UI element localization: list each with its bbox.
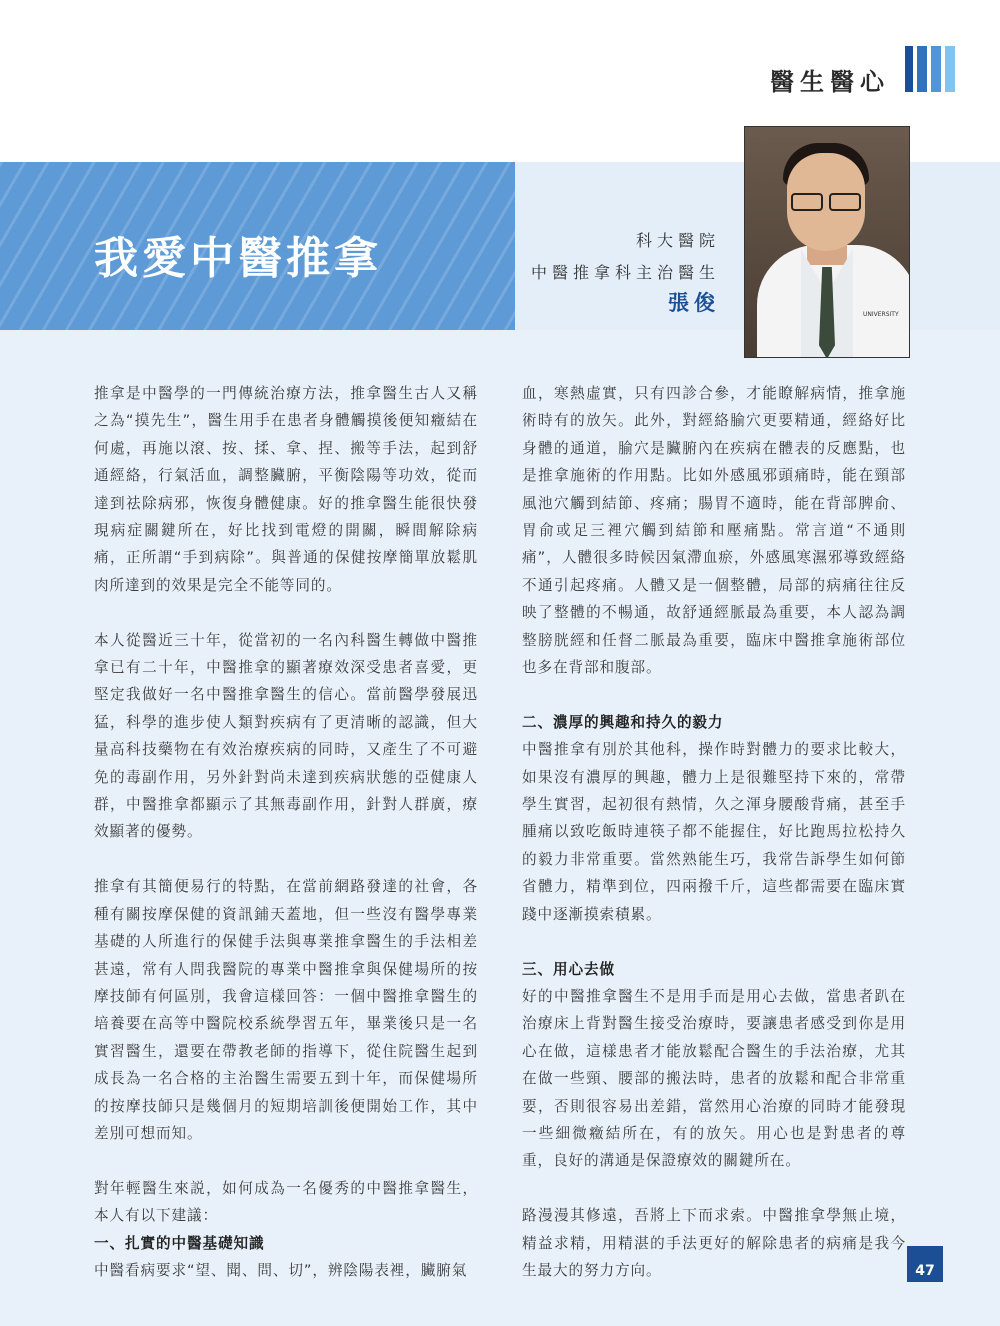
- photo-badge: UNIVERSITY: [863, 311, 899, 318]
- author-role: 中醫推拿科主治醫生: [530, 263, 720, 282]
- logo-bar: [905, 46, 913, 92]
- logo-bar: [917, 46, 927, 92]
- article-column-left: [94, 380, 478, 1284]
- article-title: 我愛中醫推拿: [94, 233, 382, 284]
- body-paragraph: 中醫看病要求“望、聞、問、切”，辨陰陽表裡，臟腑氣: [94, 1261, 468, 1279]
- paragraph-gap: [522, 928, 906, 955]
- body-paragraph: 對年輕醫生來説，如何成為一名優秀的中醫推拿醫生，本人有以下建議：: [94, 1179, 478, 1225]
- body-paragraph: 本人從醫近三十年，從當初的一名內科醫生轉做中醫推拿已有二十年，中醫推拿的顯著療效深受患者喜愛，更堅定我做好一名中醫推拿醫生的信心。當前醫學發展迅猛，科學的進步使人類對疾病有了更清晰的認識，但大量高科技藥物在有效治療疾病的同時，又產生了不可避免的毒副作用，另外針對尚未達到疾病狀態的亞健康人群，中醫推拿都顯示了其無毒副作用，針對人群廣，療效顯著的優勢。: [94, 631, 478, 841]
- section-subheading: 二、濃厚的興趣和持久的毅力: [522, 713, 724, 731]
- paragraph-gap: [94, 846, 478, 873]
- section-title: 醫生醫心: [770, 68, 890, 96]
- article-column-right: [522, 380, 906, 1284]
- body-paragraph: 好的中醫推拿醫生不是用手而是用心去做，當患者趴在治療床上背對醫生接受治療時，要讓患者感受到你是用心在做，這樣患者才能放鬆配合醫生的手法治療，尤其在做一些頸、腰部的搬法時，患者的放鬆和配合非常重要，否則很容易出差錯，當然用心治療的同時才能發現一些細微癥結所在，有的放矢。用心也是對患者的尊重，良好的溝通是保證療效的關鍵所在。: [522, 987, 906, 1170]
- author-hospital: 科大醫院: [635, 231, 720, 250]
- photo-glasses: [791, 193, 863, 209]
- body-paragraph: 推拿有其簡便易行的特點，在當前網路發達的社會，各種有關按摩保健的資訊鋪天蓋地，但一些沒有醫學專業基礎的人所進行的保健手法與專業推拿醫生的手法相差甚遠，常有人問我醫院的專業中醫推拿與保健場所的按摩技師有何區別，我會這樣回答：一個中醫推拿醫生的培養要在高等中醫院校系統學習五年，畢業後只是一名實習醫生，還要在帶教老師的指導下，從住院醫生起到成長為一名合格的主治醫生需要五到十年，而保健場所的按摩技師只是幾個月的短期培訓後便開始工作，其中差別可想而知。: [94, 878, 478, 1142]
- author-photo: [744, 126, 910, 358]
- page-number: 47: [907, 1246, 943, 1282]
- body-paragraph: 推拿是中醫學的一門傳統治療方法，推拿醫生古人又稱之為“摸先生”，醫生用手在患者身體觸摸後便知癥結在何處，再施以滾、按、揉、拿、捏、搬等手法，起到舒通經絡，行氣活血，調整臟腑，平衡陰陽等功效，從而達到祛除病邪，恢復身體健康。好的推拿醫生能很快發現病症關鍵所在，好比找到電燈的開關，瞬間解除病痛，正所謂“手到病除”。與普通的保健按摩簡單放鬆肌肉所達到的效果是完全不能等同的。: [94, 385, 478, 594]
- body-paragraph: 中醫推拿有別於其他科，操作時對體力的要求比較大，如果沒有濃厚的興趣，體力上是很難堅持下來的，常帶學生實習，起初很有熱情，久之渾身腰酸背痛，甚至手腫痛以致吃飯時連筷子都不能握住，好比跑馬拉松持久的毅力非常重要。當然熟能生巧，我常告訴學生如何節省體力，精準到位，四兩撥千斤，這些都需要在臨床實踐中逐漸摸索積累。: [522, 741, 906, 923]
- logo-bar: [945, 46, 955, 92]
- body-paragraph: 血，寒熱虛實，只有四診合參，才能瞭解病情，推拿施術時有的放矢。此外，對經絡腧穴更要精通，經絡好比身體的通道，腧穴是臟腑內在疾病在體表的反應點，也是推拿施術的作用點。比如外感風邪頭痛時，能在頸部風池穴觸到結節、疼痛；腸胃不適時，能在背部脾俞、胃俞或足三裡穴觸到結節和壓痛點。常言道“不通則痛”，人體很多時候因氣滯血瘀，外感風寒濕邪導致經絡不通引起疼痛。人體又是一個整體，局部的病痛往往反映了整體的不暢通，故舒通經脈最為重要，本人認為調整膀胱經和任督二脈最為重要，臨床中醫推拿施術部位也多在背部和腹部。: [522, 385, 906, 677]
- paragraph-gap: [94, 1147, 478, 1174]
- paragraph-gap: [94, 599, 478, 626]
- author-name: 張俊: [668, 291, 720, 315]
- section-subheading: 一、扎實的中醫基礎知識: [94, 1234, 265, 1252]
- section-subheading: 三、用心去做: [522, 960, 615, 978]
- body-paragraph: 路漫漫其修遠，吾將上下而求索。中醫推拿學無止境，精益求精，用精湛的手法更好的解除患者的病痛是我今生最大的努力方向。: [522, 1207, 906, 1279]
- paragraph-gap: [522, 681, 906, 708]
- paragraph-gap: [522, 1175, 906, 1202]
- section-logo-icon: [905, 46, 955, 92]
- logo-bar: [931, 46, 941, 92]
